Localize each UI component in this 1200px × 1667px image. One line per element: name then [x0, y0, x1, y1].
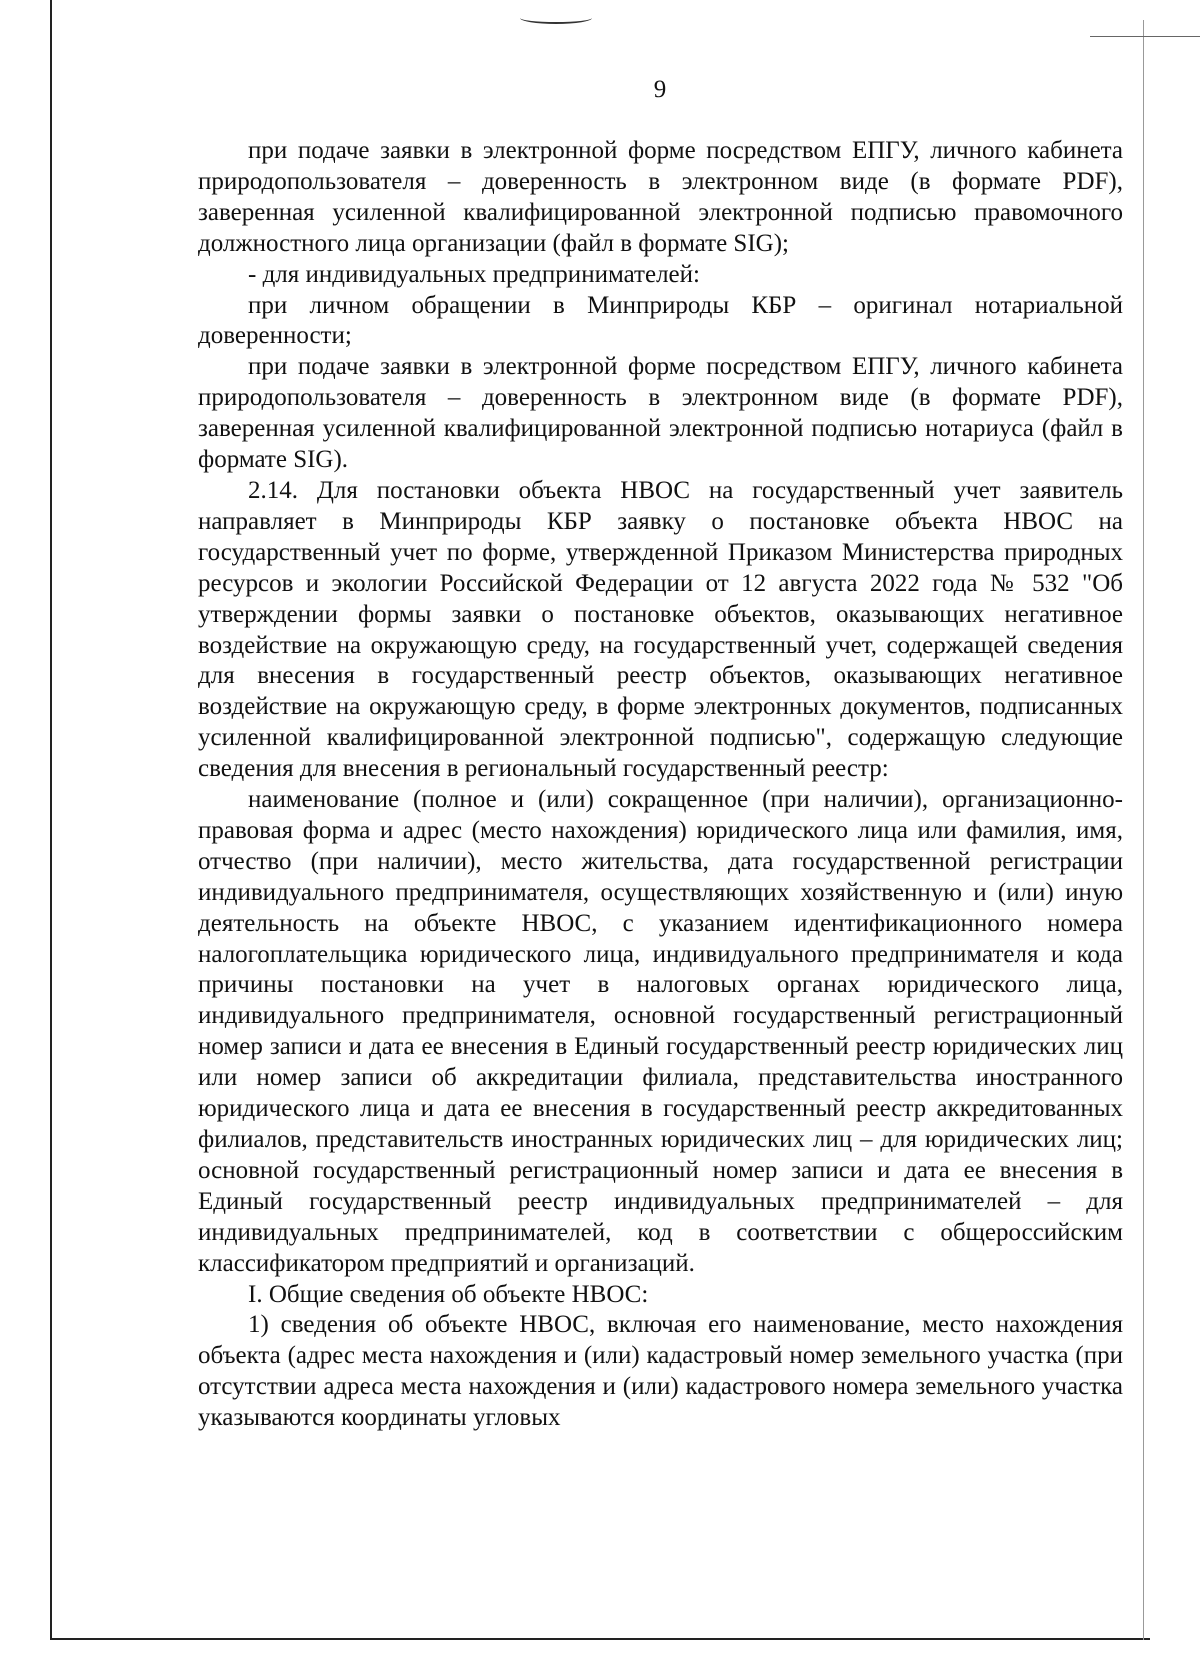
- paragraph-epgu-notary: при подаче заявки в электронной форме посредством ЕПГУ, личного кабинета природопользователя – доверенность в электронном виде (в формате PDF), заверенная усиленной квалифицированной электронной подписью нотариуса (файл в формате SIG).: [198, 353, 1123, 474]
- page-edge-bottom: [50, 1638, 1150, 1640]
- page-edge-top-right: [1090, 36, 1200, 37]
- paragraph-applicant-details: наименование (полное и (или) сокращенное (при наличии), организационно-правовая форма и адрес (место нахождения) юридического лица или фамилия, имя, отчество (при наличии), место жительства, дата государственной регистрации индивидуального предпринимателя, осуществляющих хозяйственную и (или) иную деятельность на объекте НВОС, с указанием идентификационного номера налогоплательщика юридического лица, индивидуального предпринимателя и кода причины постановки на учет в налоговых органах юридического лица, индивидуального предпринимателя, основной государственный регистрационный номер записи и дата ее внесения в Единый государственный реестр юридических лиц или номер записи об аккредитации филиала, представительства иностранного юридического лица и дата ее внесения в государственный реестр аккредитованных филиалов, представительств иностранных юридических лиц – для юридических лиц; основной государственный регистрационный номер записи и дата ее внесения в Единый государственный реестр индивидуальных предпринимателей – для индивидуальных предпринимателей, код в соответствии с общероссийским классификатором предприятий и организаций.: [198, 786, 1123, 1277]
- paragraph-item-1: 1) сведения об объекте НВОС, включая его наименование, место нахождения объекта (адрес места нахождения и (или) кадастровый номер земельного участка (при отсутствии адреса места нахождения и (или) кадастрового номера земельного участка указываются координаты угловых: [198, 1311, 1123, 1432]
- paragraph-section-i: I. Общие сведения об объекте НВОС:: [248, 1280, 649, 1308]
- paragraph-personal-visit: при личном обращении в Минприроды КБР – оригинал нотариальной доверенности;: [198, 291, 1123, 350]
- scan-mark: [520, 12, 592, 24]
- page-number: 9: [653, 76, 667, 103]
- paragraph-entrepreneurs-heading: - для индивидуальных предпринимателей:: [248, 260, 700, 288]
- document-body: [198, 136, 1123, 1434]
- page-edge-left: [50, 0, 52, 1640]
- paragraph-2-14: 2.14. Для постановки объекта НВОС на государственный учет заявитель направляет в Минприроды КБР заявку о постановке объекта НВОС на государственный учет по форме, утвержденной Приказом Министерства природных ресурсов и экологии Российской Федерации от 12 августа 2022 года № 532 "Об утверждении формы заявки о постановке объектов, оказывающих негативное воздействие на окружающую среду, на государственный учет, содержащей сведения для внесения в государственный реестр объектов, оказывающих негативное воздействие на окружающую среду, в форме электронных документов, подписанных усиленной квалифицированной электронной подписью", содержащую следующие сведения для внесения в региональный государственный реестр:: [198, 476, 1123, 783]
- page-edge-right: [1143, 20, 1144, 1640]
- paragraph-epgu-organization: при подаче заявки в электронной форме посредством ЕПГУ, личного кабинета природопользователя – доверенность в электронном виде (в формате PDF), заверенная усиленной квалифицированной электронной подписью правомочного должностного лица организации (файл в формате SIG);: [198, 137, 1123, 257]
